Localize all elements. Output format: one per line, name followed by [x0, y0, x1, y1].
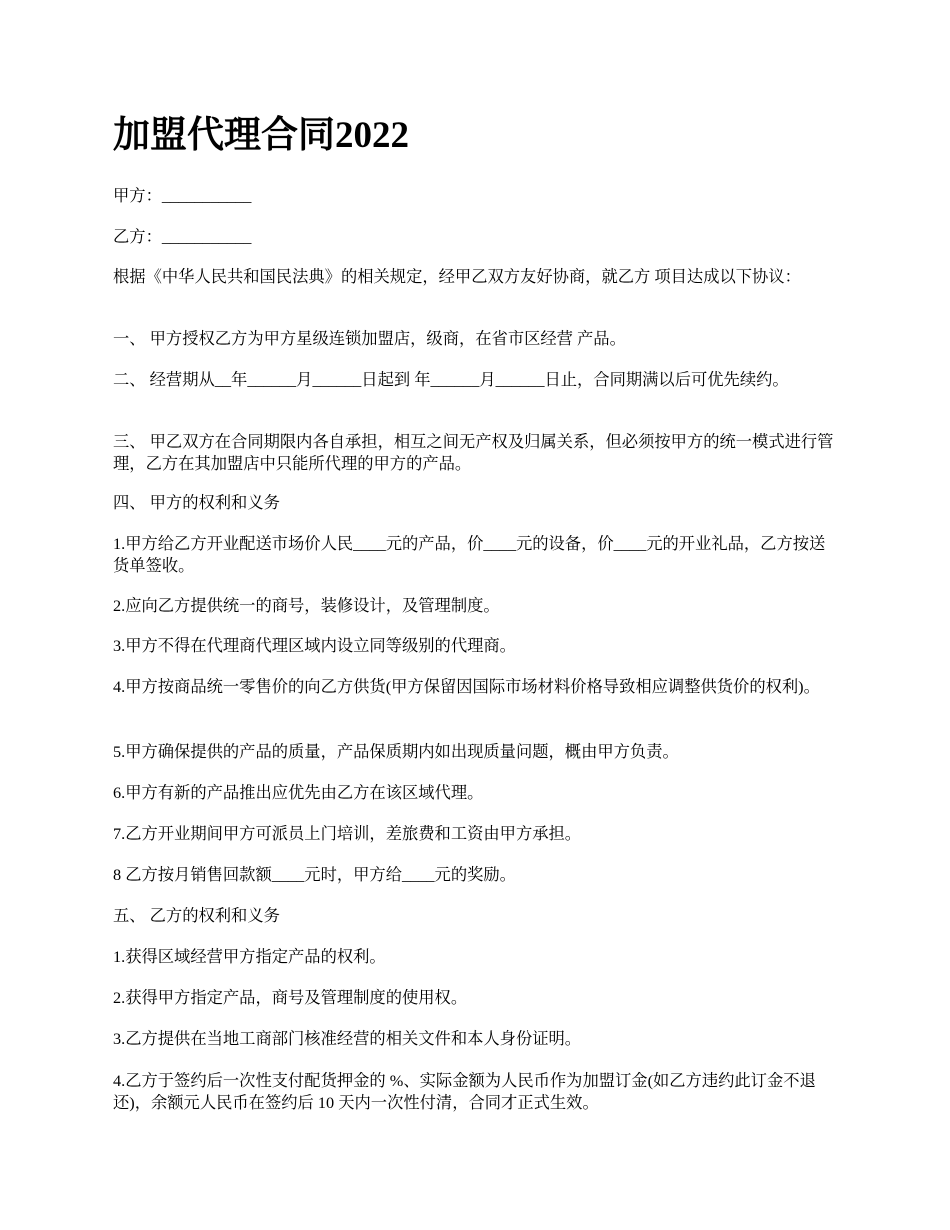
party-a-item-1: 1.甲方给乙方开业配送市场价人民____元的产品，价____元的设备，价____元的开业礼品，乙方按送货单签收。 — [113, 534, 826, 575]
party-a-item-7: 7.乙方开业期间甲方可派员上门培训，差旅费和工资由甲方承担。 — [113, 824, 582, 843]
party-b-item-3: 3.乙方提供在当地工商部门核准经营的相关文件和本人身份证明。 — [113, 1029, 582, 1048]
party-a-item-4: 4.甲方按商品统一零售价的向乙方供货(甲方保留因国际市场材料价格导致相应调整供货价的权利)。 — [113, 677, 820, 696]
party-b-item-2: 2.获得甲方指定产品，商号及管理制度的使用权。 — [113, 988, 468, 1007]
party-b-item-1: 1.获得区域经营甲方指定产品的权利。 — [113, 947, 386, 966]
party-a-item-2: 2.应向乙方提供统一的商号，装修设计，及管理制度。 — [113, 596, 500, 615]
party-a-item-5: 5.甲方确保提供的产品的质量，产品保质期内如出现质量问题，概由甲方负责。 — [113, 742, 679, 761]
party-a-item-3: 3.甲方不得在代理商代理区域内设立同等级别的代理商。 — [113, 636, 516, 655]
clause-3: 三、 甲乙双方在合同期限内各自承担，相互之间无产权及归属关系，但必须按甲方的统一模式进行管理，乙方在其加盟店中只能所代理的甲方的产品。 — [113, 432, 834, 473]
party-b-line: 乙方：___________ — [113, 227, 252, 246]
party-a-line: 甲方：___________ — [113, 186, 252, 205]
section-heading-party-a: 四、 甲方的权利和义务 — [113, 493, 280, 512]
party-a-item-8: 8 乙方按月销售回款额____元时，甲方给____元的奖励。 — [113, 865, 516, 884]
preamble-paragraph: 根据《中华人民共和国民法典》的相关规定，经甲乙双方友好协商，就乙方 项目达成以下协议： — [113, 267, 801, 286]
party-a-item-6: 6.甲方有新的产品推出应优先由乙方在该区域代理。 — [113, 783, 484, 802]
clause-1: 一、 甲方授权乙方为甲方星级连锁加盟店，级商，在省市区经营 产品。 — [113, 329, 626, 348]
party-b-item-4: 4.乙方于签约后一次性支付配货押金的 %、实际金额为人民币作为加盟订金(如乙方违约此订金不退还)，余额元人民币在签约后 10 天内一次性付清，合同才正式生效。 — [113, 1071, 816, 1112]
clause-2: 二、 经营期从__年______月______日起到 年______月______日止，合同期满以后可优先续约。 — [113, 370, 789, 389]
section-heading-party-b: 五、 乙方的权利和义务 — [113, 906, 280, 925]
document-title: 加盟代理合同2022 — [113, 115, 409, 156]
